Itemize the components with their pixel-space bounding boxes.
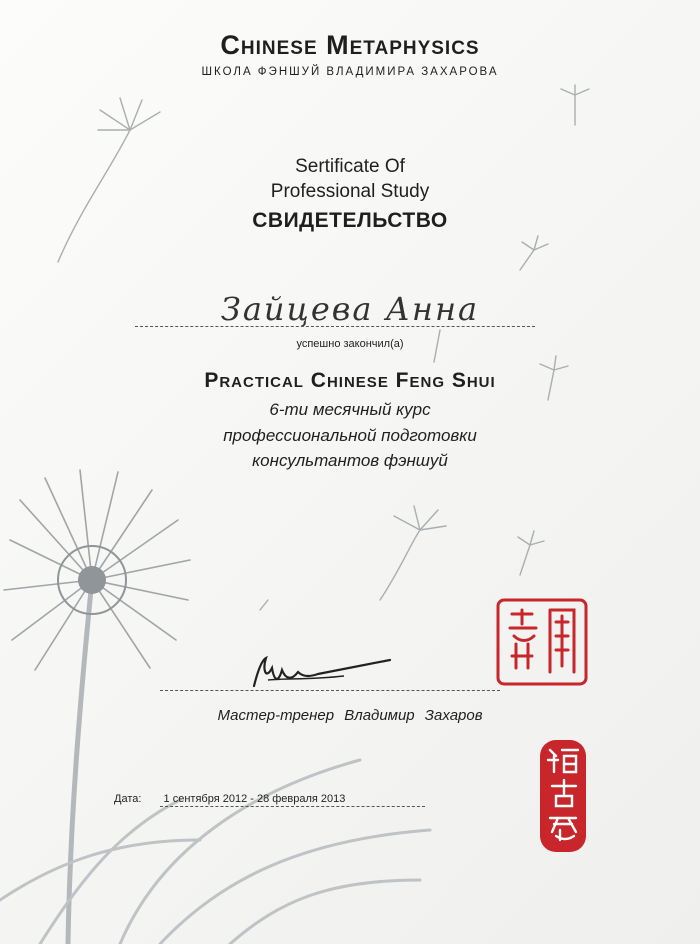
handwritten-signature <box>248 650 398 694</box>
recipient-name: Зайцева Анна <box>220 290 480 328</box>
course-desc-line1: 6-ти месячный курс <box>269 400 431 419</box>
dates-range: 1 сентября 2012 - 28 февраля 2013 <box>163 793 346 805</box>
course-title: Practical Chinese Feng Shui <box>204 369 496 392</box>
dates-underline <box>160 806 425 807</box>
signature-line <box>160 690 500 691</box>
certificate-title-ru: СВИДЕТЕЛЬСТВО <box>252 209 448 232</box>
recipient-underline <box>135 326 535 327</box>
course-desc-line3: консультантов фэншуй <box>252 451 448 470</box>
certificate-title-en-line1: Sertificate Of <box>295 156 405 177</box>
master-trainer-name: Мастер-тренер Владимир Захаров <box>217 707 483 724</box>
certificate-title-en-line2: Professional Study <box>270 181 430 202</box>
vertical-seal-stamp <box>538 738 588 854</box>
brand-title: Chinese Metaphysics <box>220 30 480 60</box>
completed-label: успешно закончил(а) <box>296 338 404 350</box>
course-desc-line2: профессиональной подготовки <box>223 426 477 445</box>
dates-line <box>114 793 345 805</box>
dates-label: Дата: <box>114 793 142 805</box>
school-subtitle: ШКОЛА ФЭНШУЙ ВЛАДИМИРА ЗАХАРОВА <box>201 66 499 78</box>
square-seal-stamp <box>494 596 590 688</box>
